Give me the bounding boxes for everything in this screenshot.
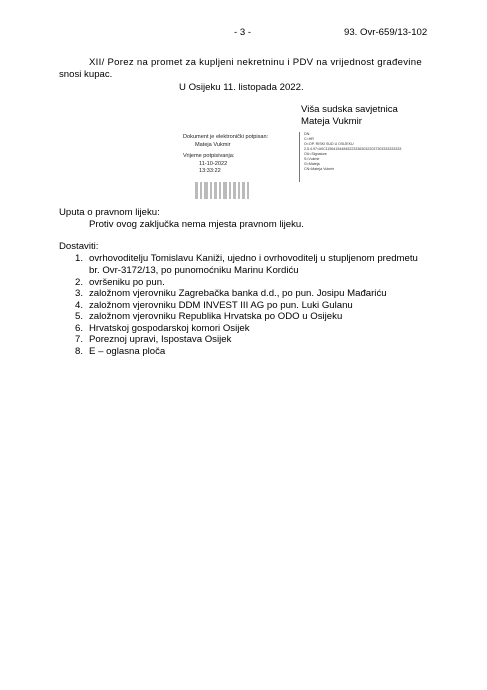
section-xii-line1: XII/ Porez na promet za kupljeni nekretninu i PDV na vrijednost građevine — [89, 57, 422, 68]
cert-line: G=Mateja — [304, 162, 320, 166]
signatory-role: Viša sudska savjetnica — [301, 104, 398, 115]
list-item-number: 7. — [75, 334, 84, 345]
list-item-text: ovrhovoditelju Tomislavu Kaniži, ujedno i ovrhovoditelj u stupljenom predmetu — [89, 253, 418, 264]
legal-remedy-text: Protiv ovog zaključka nema mjesta pravnom lijeku. — [89, 219, 304, 230]
signing-time-label: Vrijeme potpisivanja: — [183, 153, 235, 159]
case-reference: 93. Ovr-659/13-102 — [344, 27, 428, 38]
signing-date: 11-10-2022 — [199, 161, 228, 167]
list-item-text: založnom vjerovniku DDM INVEST III AG po pun. Luki Gulanu — [89, 300, 353, 311]
cert-line: CN=Mateja Vukmir — [304, 167, 335, 171]
place-date: U Osijeku 11. listopada 2022. — [179, 82, 304, 93]
list-item-number: 1. — [75, 253, 84, 264]
barcode-graphic — [195, 182, 255, 199]
cert-line: OU=Signature — [304, 152, 327, 156]
list-item-number: 2. — [75, 277, 84, 288]
legal-remedy-heading: Uputa o pravnom lijeku: — [59, 207, 160, 218]
signatory-name: Mateja Vukmir — [301, 116, 362, 127]
list-item-number: 8. — [75, 346, 84, 357]
list-item-text: E – oglasna ploča — [89, 346, 166, 357]
cert-line: 2.5.4.97=#0C11564154484522333630322037303333333333 — [304, 147, 402, 151]
list-item-text: založnom vjerovniku Republika Hrvatska po ODO u Osijeku — [89, 311, 343, 322]
cert-line: DN: — [304, 132, 311, 136]
list-item-number: 6. — [75, 323, 84, 334]
list-item-number: 3. — [75, 288, 84, 299]
list-item-text-cont: br. Ovr-3172/13, po punomoćniku Marinu Kordiću — [89, 265, 299, 276]
list-item-text: Hrvatskoj gospodarskoj komori Osijek — [89, 323, 250, 334]
signer-name: Mateja Vukmir — [195, 142, 231, 148]
delivery-heading: Dostaviti: — [59, 241, 99, 252]
signing-time: 13:33:22 — [199, 168, 221, 174]
page-number: - 3 - — [234, 27, 252, 38]
list-item-number: 5. — [75, 311, 84, 322]
list-item-text: založnom vjerovniku Zagrebačka banka d.d., po pun. Josipu Mađariću — [89, 288, 387, 299]
list-item-text: Poreznoj upravi, Ispostava Osijek — [89, 334, 232, 345]
list-item-number: 4. — [75, 300, 84, 311]
cert-line: C=HR — [304, 137, 314, 141]
list-item-text: ovršeniku po pun. — [89, 277, 165, 288]
stamp-divider — [299, 132, 300, 182]
cert-line: S=Vukmir — [304, 157, 320, 161]
section-xii-line2: snosi kupac. — [59, 69, 113, 80]
cert-line: O=OP. RISKI SUD U OSIJEKU — [304, 142, 354, 146]
signed-label: Dokument je elektronički potpisan: — [183, 134, 269, 140]
